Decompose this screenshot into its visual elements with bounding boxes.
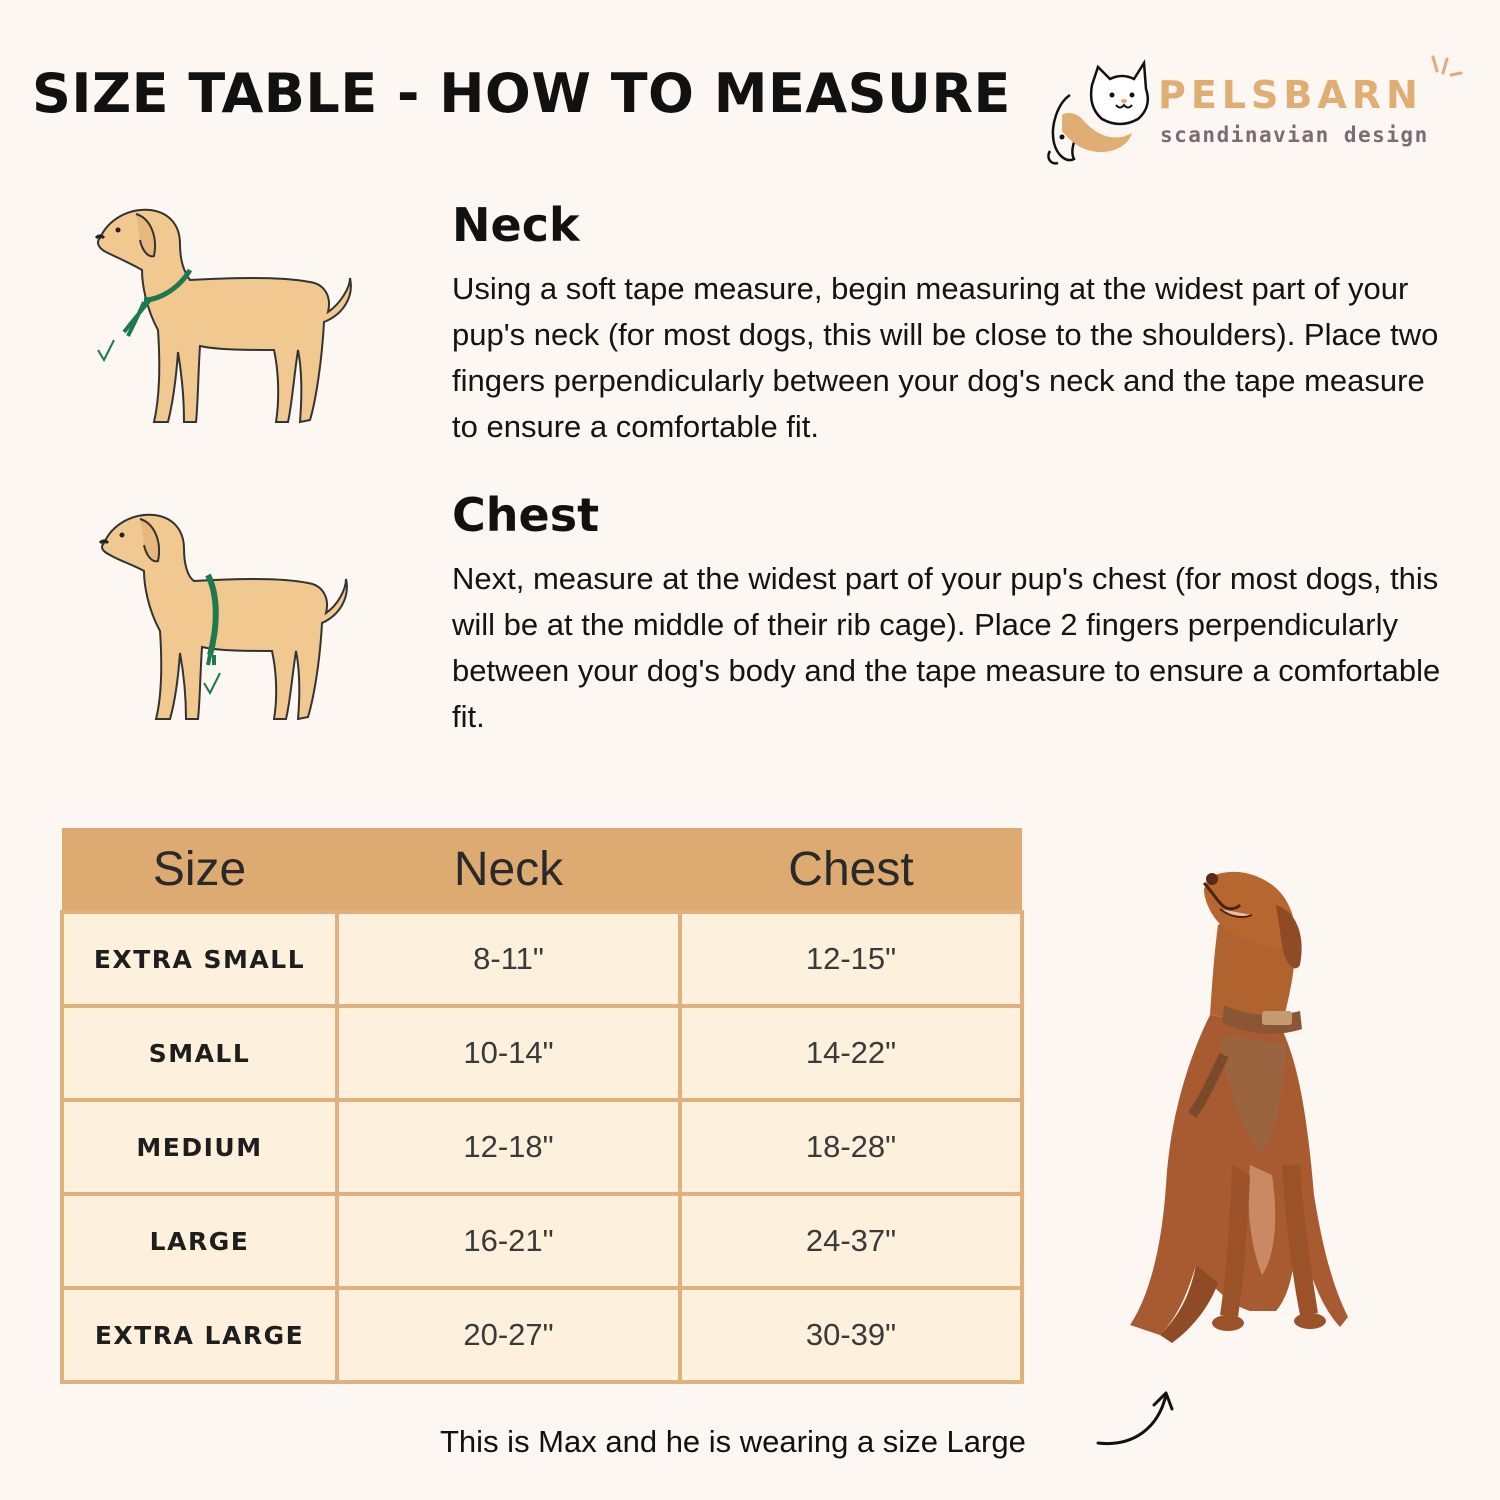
neck-cell: 12-18"	[337, 1100, 680, 1194]
brand-logo	[1040, 55, 1470, 175]
size-cell: EXTRA LARGE	[62, 1288, 337, 1382]
column-header-chest: Chest	[680, 828, 1022, 912]
chest-cell: 12-15"	[680, 912, 1022, 1006]
neck-cell: 16-21"	[337, 1194, 680, 1288]
photo-caption: This is Max and he is wearing a size Large	[440, 1424, 1026, 1459]
size-cell: MEDIUM	[62, 1100, 337, 1194]
size-cell: LARGE	[62, 1194, 337, 1288]
table-header-row	[62, 828, 1022, 912]
table-row	[62, 1006, 1022, 1100]
sparkle-icon	[1425, 53, 1465, 93]
table-row	[62, 1288, 1022, 1382]
page-title: SIZE TABLE - HOW TO MEASURE	[32, 62, 1011, 125]
neck-cell: 10-14"	[337, 1006, 680, 1100]
neck-instructions: Using a soft tape measure, begin measuring at the widest part of your pup's neck (for most dogs, this will be close to the shoulders). Place two fingers perpendicularly between your dog's neck and the tape measure to ensure a comfortable fit.	[452, 271, 1439, 444]
chest-instructions: Next, measure at the widest part of your pup's chest (for most dogs, this will be at the middle of their rib cage). Place 2 fingers perpendicularly between your dog's body and the tape measure to ensure a comfortable fit.	[452, 561, 1441, 734]
brand-tagline: scandinavian design	[1160, 123, 1429, 147]
chest-section	[452, 488, 1442, 740]
dog-chest-measure-illustration	[92, 505, 352, 735]
neck-section	[452, 198, 1442, 450]
chest-heading: Chest	[452, 488, 600, 542]
chest-cell: 24-37"	[680, 1194, 1022, 1288]
column-header-neck: Neck	[337, 828, 680, 912]
table-row	[62, 1100, 1022, 1194]
size-cell: EXTRA SMALL	[62, 912, 337, 1006]
chest-cell: 18-28"	[680, 1100, 1022, 1194]
chest-cell: 14-22"	[680, 1006, 1022, 1100]
cat-dog-logo-icon	[1040, 55, 1160, 175]
curved-arrow-icon	[1092, 1385, 1182, 1455]
neck-cell: 20-27"	[337, 1288, 680, 1382]
table-row	[62, 912, 1022, 1006]
neck-heading: Neck	[452, 198, 580, 252]
neck-cell: 8-11"	[337, 912, 680, 1006]
dog-neck-measure-illustration	[88, 200, 358, 440]
dog-photo-max	[1100, 865, 1360, 1355]
table-row	[62, 1194, 1022, 1288]
size-table	[60, 828, 1024, 1384]
size-cell: SMALL	[62, 1006, 337, 1100]
chest-cell: 30-39"	[680, 1288, 1022, 1382]
brand-name: PELSBARN	[1158, 73, 1423, 117]
column-header-size: Size	[62, 828, 337, 912]
